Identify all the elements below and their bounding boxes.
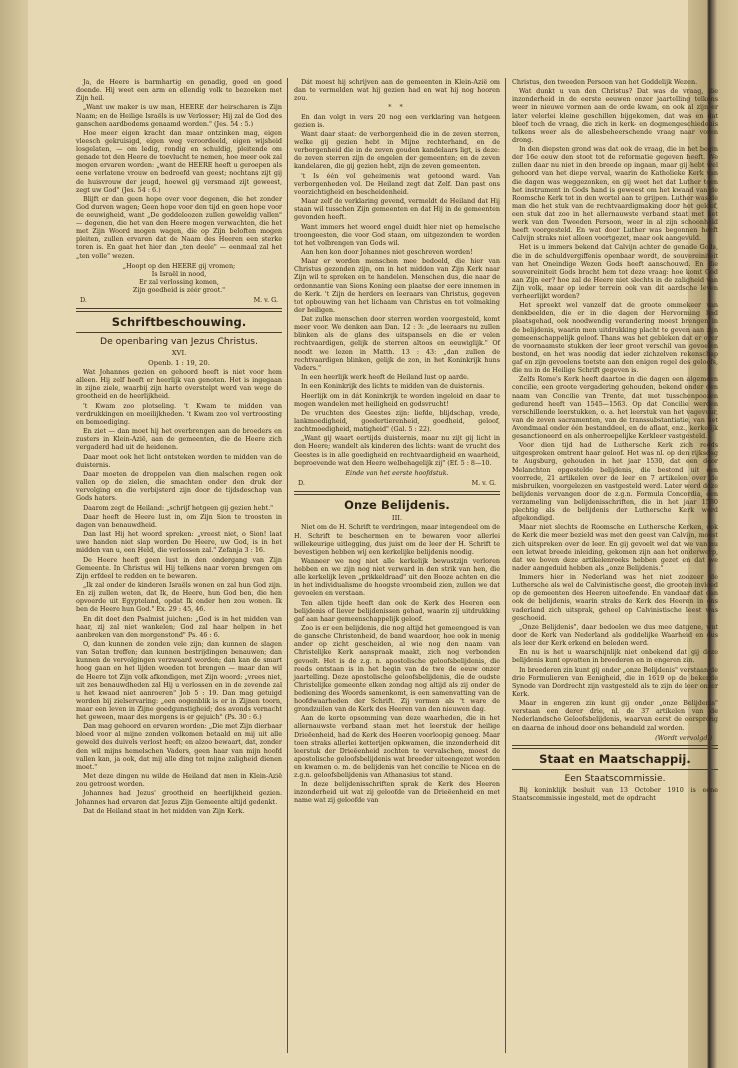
paragraph: Daarom zegt de Heiland: „schrijf hetgeen gij gezien hebt."	[83, 503, 274, 512]
signature-right: M. v. G.	[253, 296, 278, 304]
divider	[512, 769, 718, 770]
section-heading: Schriftbeschouwing.	[111, 315, 247, 330]
paragraph: Maar in engeren zin kunt gij onder „onze Belijdenis" verstaan een derer drie, nl. de 37 artikelen van de Nederlandsche Geloofsbelijdenis, waarvan eerst de oorsprong en daarna de inhoud door ons behandeld zal worden.	[512, 699, 718, 732]
paragraph: Ten allen tijde heeft dan ook de Kerk des Heeren een belijdenis of liever belijdenissen gehad, waarin zij uitdrukking gaf aan haar gemeenschappelijk geloof.	[294, 598, 500, 623]
column-3	[512, 78, 718, 1058]
paragraph: Voor dien tijd had de Luthersche Kerk zich reeds uitgesproken omtrent haar geloof. Het was nl. op den rijksdag te Augsburg, gehouden in het jaar 1530, dat een door Melanchton opgestelde belijdenis, die bestond uit een voorrede, 21 artikelen over de leer en 7 artikelen over de misbruiken, voorgelezen en vastgesteld werd. Later werd deze belijdenis vervangen door de z.g.n. Formula Concordia, een verzameling van belijdenisschriften, die in het jaar 1580 plechtig als de belijdenis der Luthersche Kerk werd afgekondigd.	[512, 441, 718, 523]
paragraph: Het spreekt wel vanzelf dat de groote ommekeer van denkbeelden, die er in die dagen der Hervorming had plaatsgehad, ook noodwendig verandering moest brengen in de belijdenis, waarin men uitdrukking placht te geven aan zijn gemeenschappelijk geloof. Thans was het gebleken dat er over de voornaamste stukken der leer groot verschil van gevoelen bestond, en het was noodig dat ieder zichzelven rekenschap gaf en zijn gevoelens toetste aan den enigen regel des geloofs, die nu in de Heilige Schrift gegeven is.	[512, 301, 718, 375]
article-number: III.	[391, 513, 403, 522]
paragraph: Niet om de H. Schrift te verdringen, maar integendeel om de H. Schrift te beschermen en te bewaren voor allerlei willekeurige uitlegging, dus juist om de leer der H. Schrift te bevestigen hebben wij een kerkelijke belijdenis noodig.	[294, 523, 500, 556]
paragraph: Blijft er dan geen hope over voor degenen, die het zonder God durven wagen; Geen hope voor den tijd en geen hope voor de eeuwigheid, want „De goddeloozen zullen geweldig vallen" — degenen, die het van den Heere mogen verwachten, die het met Zijn Woord mogen wagen, die op Zijn beloften mogen pleiten, zullen ervaren dat de Naam des Heeren een sterke toren is. En gaat het hier dan „ten deele" — eenmaal zal het „ten volle" wezen.	[76, 194, 282, 260]
paragraph: En dan volgt in vers 20 nog een verklaring van hetgeen gezien is.	[294, 112, 500, 129]
paragraph: Aan hen kon door Johannes niet geschreven worden!	[301, 248, 473, 256]
paragraph: Maar er worden menschen mee bedoeld, die hier van Christus gezonden zijn, om in het midden van Zijn Kerk naar Zijn wil te spreken en te handelen. Menschen dus, die naar de ordonnantie van Sions Koning een plaatse der eere innemen in de Kerk. 't Zijn de herders en leeraars van Christus, gegeven tot opbouwing van het lichaam van Christus en tot volmaking der heiligen.	[294, 257, 500, 314]
article-number: XVI.	[171, 349, 187, 358]
article-title: Een Staatscommissie.	[564, 772, 666, 784]
verse-line: „Hoopt op den HEERE gij vromen;	[122, 261, 236, 270]
paragraph: De Heere heeft geen lust in den ondergang van Zijn Gemeente. In Christus wil Hij telkens naar voren brengen om Zijn erfdeel te redden en te bewaren.	[76, 555, 282, 580]
to-be-continued-note: (Wordt vervolgd.)	[655, 733, 712, 742]
section-heading: Staat en Maatschappij.	[539, 751, 691, 766]
paragraph: Christus, den tweeden Persoon van het Goddelijk Wezen.	[512, 78, 698, 86]
section-divider	[76, 308, 282, 312]
paragraph: In breederen zin kunt gij onder „onze Belijdenis" verstaan de drie Formulieren van Eenigheid, die in 1619 op de bekende Synode van Dordrecht zijn vastgesteld als te zijn de leer onzer Kerk.	[512, 665, 718, 698]
divider	[76, 332, 282, 333]
signature	[298, 479, 496, 487]
paragraph: Ja, de Heere is barmhartig en genadig, goed en goed doende. Hij weet een arm en ellendig volk te bezoeken met Zijn heil.	[76, 78, 282, 103]
newspaper-page	[28, 0, 718, 1068]
signature-left: D.	[80, 296, 87, 304]
paragraph: Wat dunkt u van den Christus? Dat was de vraag, die inzonderheid in de eerste eeuwen onzer jaartelling telkens weer in nieuwe vormen aan de orde kwam, en ook al zijn er later velerlei kleine geschillen bijgekomen, dat was en dat bleef toch de vraag, die zich in kerk- en dogmengeschiedenis telkens weer als de allesbeheerschende vraag naar voren drong.	[512, 87, 718, 144]
section-heading: Onze Belijdenis.	[344, 497, 450, 512]
signature-left: D.	[298, 478, 305, 487]
paragraph: Want immers het woord engel duidt hier niet op hemelsche troongeesten, die voor God staan, om uitgezonden te worden tot het volbrengen van Gods wil.	[294, 222, 500, 247]
paragraph: Daar heeft de Heere lust in, om Zijn Sion te troosten in dagen van benauwdheid.	[76, 512, 282, 529]
section-divider	[512, 745, 718, 749]
paragraph: In een heerlijk werk heeft de Heiland lust op aarde.	[301, 372, 469, 381]
paragraph: Aan de korte opsomming van deze waarheden, die in het allernauwste verband staan met het leerstuk der heilige Drieëenheid, had de Kerk des Heeren voorloopig genoeg. Maar toen straks allerlei ketterijen opkwamen, die inzonderheid dit leerstuk der Drieëenheid zochten te vervalschen, moest de apostolische geloofsbelijdenis wat breeder uiteengezet worden en kwamen o. m. de belijdenis van het concilie te Nicea en de z.g.n. geloofsbelijdenis van Athanasius tot stand.	[294, 714, 500, 779]
scan-edge-left	[0, 0, 26, 1068]
paragraph: Zelfs Rome's Kerk heeft daartoe in die dagen een algemeen concilie, een groote vergadering gehouden, bekend onder den naam van Concilie van Trente, dat met tusschenpoozen gedurend heeft van 1545—1563. Op dat Concilie werden verschillende leerstukken, o. a. het leerstuk van het vagevuur, van de zeven sacramenten, van de transsubstantiatie, van het Avondmaal onder één bestanddeel, en de aflaat, enz., kerkelijk gesanctioneerd en als onherroepelijke Kerkleer vastgesteld.	[512, 375, 718, 440]
paragraph: In deze belijdenisschriften sprak de Kerk des Heeren inzonderheid uit wat zij geloofde van de Drieëenheid en met name wat zij geloofde van	[294, 780, 500, 805]
signature-right: M. v. G.	[471, 478, 496, 487]
paragraph: „Ik zal onder de kinderen Israëls wonen en zal hun God zijn. En zij zullen weten, dat Ik, de Heere, hun God ben, die hen opvoerde uit Egypteland, opdat Ik onder hen zou wonen. Ik ben de Heere hun God." Ex. 29 : 45, 46.	[76, 581, 282, 614]
paragraph: 't Kwam zoo plotseling. 't Kwam te midden van verdrukkingen en moeilijkheden. 't Kwam zoo vol vertroosting en bemoediging.	[76, 401, 282, 426]
verse-quote	[76, 262, 282, 294]
paragraph: Dát moest hij schrijven aan de gemeenten in Klein-Azië om dan te vermelden wat hij gezien had en wat hij nog hooren zou.	[294, 78, 500, 103]
paragraph: Zoo is er een belijdenis, die nog altijd het gemeengoed is van de gansche Christenheid, de band waardoor, hoe ook in menig ander op zicht gescheiden, al wie nog den naam van Christelijke Kerk aanspraak maakt, zich nog verbonden gevoelt. Het is de z.g. n. apostolische geloofsbelijdenis, die reeds ontstaan is in het begin van de twe de eeuw onzer jaartelling. Deze apostolische geloofsbelijdenis, die de oudste Christelijke gemeente elken zondag nog altijd als zij onder de bediening des Woords samenkomt, is een samenvatting van de hoofdwaarheden der Schrift. Zij vormen als 't ware de grondzuilen van de Kerk des Heeren van den nieuwen dag.	[294, 624, 500, 714]
column-1	[76, 78, 282, 1058]
paragraph: Hoe meer eigen kracht dan maar ontzinken mag, eigen vleesch gekruisigd, eigen weg veroordeeld, eigen wijsheid losgelaten, — om ledig, rondig en schuldig, pleitende om genade tot den Heere de toevlucht te nemen, hoe meer ook zal mogen ervaren worden: „want de HEERE heeft u geroepen als eene verlatene vrouw en bedroefd van geest; nochtans zijt gij de huisvrouw der jeugd, hoewel gij versmaad zijt geweest, zegt uw God" (Jes. 54 : 6.)	[76, 128, 282, 194]
verse-line: Is Israël in nood,	[151, 269, 207, 278]
paragraph: 't Is één vol geheimenis wat getoond ward. Van verborgenheden vol. De Heiland zegt dat Zelf. Dan past ons voorzichtigheid en bescheidenheid.	[294, 171, 500, 196]
paragraph: Daar moet ook het licht ontsteken worden te midden van de duisternis.	[76, 452, 282, 469]
paragraph: In den diepsten grond was dat ook de vraag, die in het begin der 16e eeuw den stoot tot de reformatie gegeven heeft. We zullen daar nu niet in den breede op ingaan, maar gij hebt wel gehoord van het diepe verval, waarin de Katholieke Kerk van die dagen was weggezonken, en gij weet het dat Luther toen het instrument in Gods hand is geweest om het kwaad van de Roomsche Kerk tot in den wortel aan te grijpen. Luther was de man die het stuk van de rechtvaardigmaking door het geloof, een stuk dat zoo in het allernauwste verband staat met het werk van den Tweeden Persoon, weer in al zijn schoonheid heeft voorgesteld. En wat door Luther was begonnen heeft Calvijn straks niet alleen voortgezet, maar ook aangevuld.	[512, 145, 718, 243]
paragraph: De vruchten des Geestes zijn: liefde, blijdschap, vrede, lankmoedigheid, goedertierenheid, goedheid, geloof, zachtmoedigheid, matigheid" (Gal. 5 : 22).	[294, 408, 500, 434]
paragraph: „Onze Belijdenis", daar bedoelen we dus mee datgene, wat door de Kerk van Nederland als goddelijke Waarheid en dus als leer der Kerk erkend en beleden werd.	[512, 622, 718, 648]
paragraph: Dat zulke menschen door sterren worden voorgesteld, komt meer voor. We denken aan Dan. 12 : 3: „de leeraars nu zullen blinken als de glans des uitspansels en die er velen rechtvaardigen, gelijk de sterren altoos en eeuwiglijk." Of noodt we lezen in Matth. 13 : 43: „dan zullen de rechtvaardigen blinken, gelijk de zon, in het Koninkrijk huns Vaders."	[294, 315, 500, 372]
paragraph: En ziet — dan moet hij het overbrengen aan de broeders en zusters in Klein-Azië, aan de gemeenten, die de Heere zich vergaderd had uit de heidenen.	[76, 427, 282, 452]
verse-line: Er zal verlossing komen,	[139, 277, 219, 286]
signature	[80, 296, 278, 304]
paragraph: In een Koninkrijk des lichts te midden van de duisternis.	[301, 382, 485, 391]
paragraph: Dan last Hij het woord spreken: „vreest niet, o Sion! laat uwe handen niet slap worden De Heere, uw God, is in het midden van u, een Held, die verlossen zal." Zefanja 3 : 16.	[76, 530, 282, 555]
section-divider	[294, 491, 500, 495]
paragraph: Immers hier in Nederland was het niet zoozeer de Luthersche als wel de Calvinistische geest, die grooten invloed op de gemeenten des Heeren uitoefende. En vandaar dat dan ook de belijdenis, waarin straks de Kerk des Heeren in ons vaderland zich uitsprak, geheel op Calvinistische leest was geschoeid.	[512, 573, 718, 622]
paragraph: En nu is het u waarschijnlijk niet onbekend dat gij deze belijdenis kunt opvatten in breederen en in engeren zin.	[512, 648, 718, 665]
paragraph: Heerlijk om in dát Koninkrijk te worden ingeleid en daar te mogen wandelen met heiligheid en godsvrucht!	[294, 391, 500, 408]
paragraph: Johannes had Jezus' grootheid en heerlijkheid gezien. Johannes had ervaren dat Jezus Zijn Gemeente altijd gedenkt.	[76, 789, 282, 806]
column-rule	[287, 78, 288, 1053]
scripture-reference: Openb. 1 : 19, 20.	[148, 358, 210, 367]
paragraph: Wanneer we nog niet alle kerkelijk bewustzijn verloren hebben en we zijn nog niet verward in den strik van hen, die alle kerkelijk leven „prikkeldraad" uit den Booze achten en die in het individualisme de hoogste vroombeid zien, zullen we dat gevoelen en verstaan.	[294, 557, 500, 598]
paragraph: Bij koninklijk besluit van 13 October 1910 is eene Staatscommissie ingesteld, met de opdracht	[512, 785, 718, 802]
paragraph: O, dan kunnen de zonden vele zijn; dan kunnen de slagen van Satan treffen; dan kunnen bestrijdingen benauwen; dan kunnen de vervolgingen verzwaard worden; dan kan de smart hoog gaan en het lijden woeden tot brengen — maar dan wil de Heere tot Zijn volk afkondigen, met Zijn woord: „vrees niet, uit zes benauwdheden zal Hij u verlossen en in de zevende zal u het kwaad niet aanroeren" Job 5 : 19. Dan mag getuigd worden bij zielservaring: „een oogenblik is er in Zijnen toorn, maar een leven in Zijne goedgunstigheid; des avonds vernacht het geween, maar des morgens is er gejuich" (Ps. 30 : 6.)	[76, 640, 282, 721]
paragraph: „Want gij waart eertijds duisternis, maar nu zijt gij licht in den Heere; wandelt als kinderen des lichts: want de vrucht des Geestes is in alle goedigheid en rechtvaardigheid en waarheid, beproevende wat den Heere welbehagelijk zij" (Ef. 5 : 8—10.	[294, 434, 500, 467]
column-2	[294, 78, 500, 1058]
chapter-end-note: Einde van het eerste hoofdstuk.	[345, 468, 449, 477]
article-title: De openbaring van Jezus Christus.	[100, 336, 258, 348]
paragraph: Want daar staat: de verborgenheid die in de zeven sterren, welke gij gezien hebt in Mijne rechterhand, en de verborgenheid die in de zeven gouden kandelaars ligt, is deze: de zeven sterren zijn de engelen der gemeenten; en de zeven kandelaren, die gij gezien hebt, zijn de zeven gemeenten.	[294, 129, 500, 171]
column-rule	[505, 78, 506, 1053]
paragraph: Het is u immers bekend dat Calvijn achter de genade Gods, die in de schuldvergiffenis openbaar wordt, de souvereiniteit van het Oneindige Wezen Gods heeft aanschouwd. En die souvereiniteit Gods bracht hem tot deze vraag: hoe komt God aan Zijn eer? hoe zal de Heere niet slechts in de zaligheid van Zijn volk, maar op ieder terrein ook van dit aardsche leven verheerlijkt worden?	[512, 243, 718, 300]
verse-line: Zijn goedheid is zéér groot."	[132, 285, 226, 294]
paragraph: Met deze dingen nu wilde de Heiland dat men in Klein-Azië zou getroost worden.	[76, 772, 282, 789]
paragraph: Maar zelf de verklaring gevend, vermeldt de Heiland dat Hij staan wil tusschen Zijn gemeenten en dat Hij in de gemeenten gevonden heeft.	[294, 197, 500, 222]
paragraph: Dan mag gehoord en ervaren worden: „Die met Zijn dierbaar bloed voor al mijne zonden volkomen betaald en mij uit alle geweld des duivels verlost heeft; en alzoo bewaart, dat, zonder den wil mijns hemelschen Vaders, geen haar van mijn hoofd vallen kan, ja ook, dat mij alle ding tot mijne zaligheid dienen moet."	[76, 722, 282, 771]
paragraph: En dit doet den Psalmist juichen: „God is in het midden van haar, zij zal niet wankelen; God zal haar helpen in het aanbreken van den morgenstond" Ps. 46 : 6.	[76, 614, 282, 639]
paragraph: „Want uw maker is uw man, HEERE der heirscharen is Zijn Naam; en de Heilige Israëls is uw Verlosser; Hij zal de God des ganschen aardbodems genaamd worden." (Jes. 54 : 5.)	[76, 103, 282, 128]
section-break-stars: * *	[388, 103, 406, 112]
paragraph: Maar niet slechts de Roomsche en Luthersche Kerken, ook de Kerk die meer bezield was met den geest van Calvijn, moest zich uitspreken over de leer. En gij gevoelt wel dat we van nu een letwat breede inleiding, gekomen zijn aan het onderwerp, dat we boven deze artikelenreeks hebben gezet en dat we nader aangeduid hebben als „onze Belijdenis."	[512, 523, 718, 572]
paragraph: Daar moeten de droppelen van dien malschen regen ook vallen op de zielen, die smachten onder den druk der vervolging en die verbijsterd zijn door de tijdsdeschap van Gods haters.	[76, 469, 282, 503]
paragraph: Wat Johannes gezien en gehoord heeft is niet voor hem alleen. Hij zelf heeft er heerlijk van genoten. Het is ingegaan in zijne ziele, waarbij zijn harte overstelpt werd van wege de grootheid en de heerlijkheid.	[76, 368, 282, 401]
paragraph: Dat de Heiland staat in het midden van Zijn Kerk.	[83, 806, 245, 815]
